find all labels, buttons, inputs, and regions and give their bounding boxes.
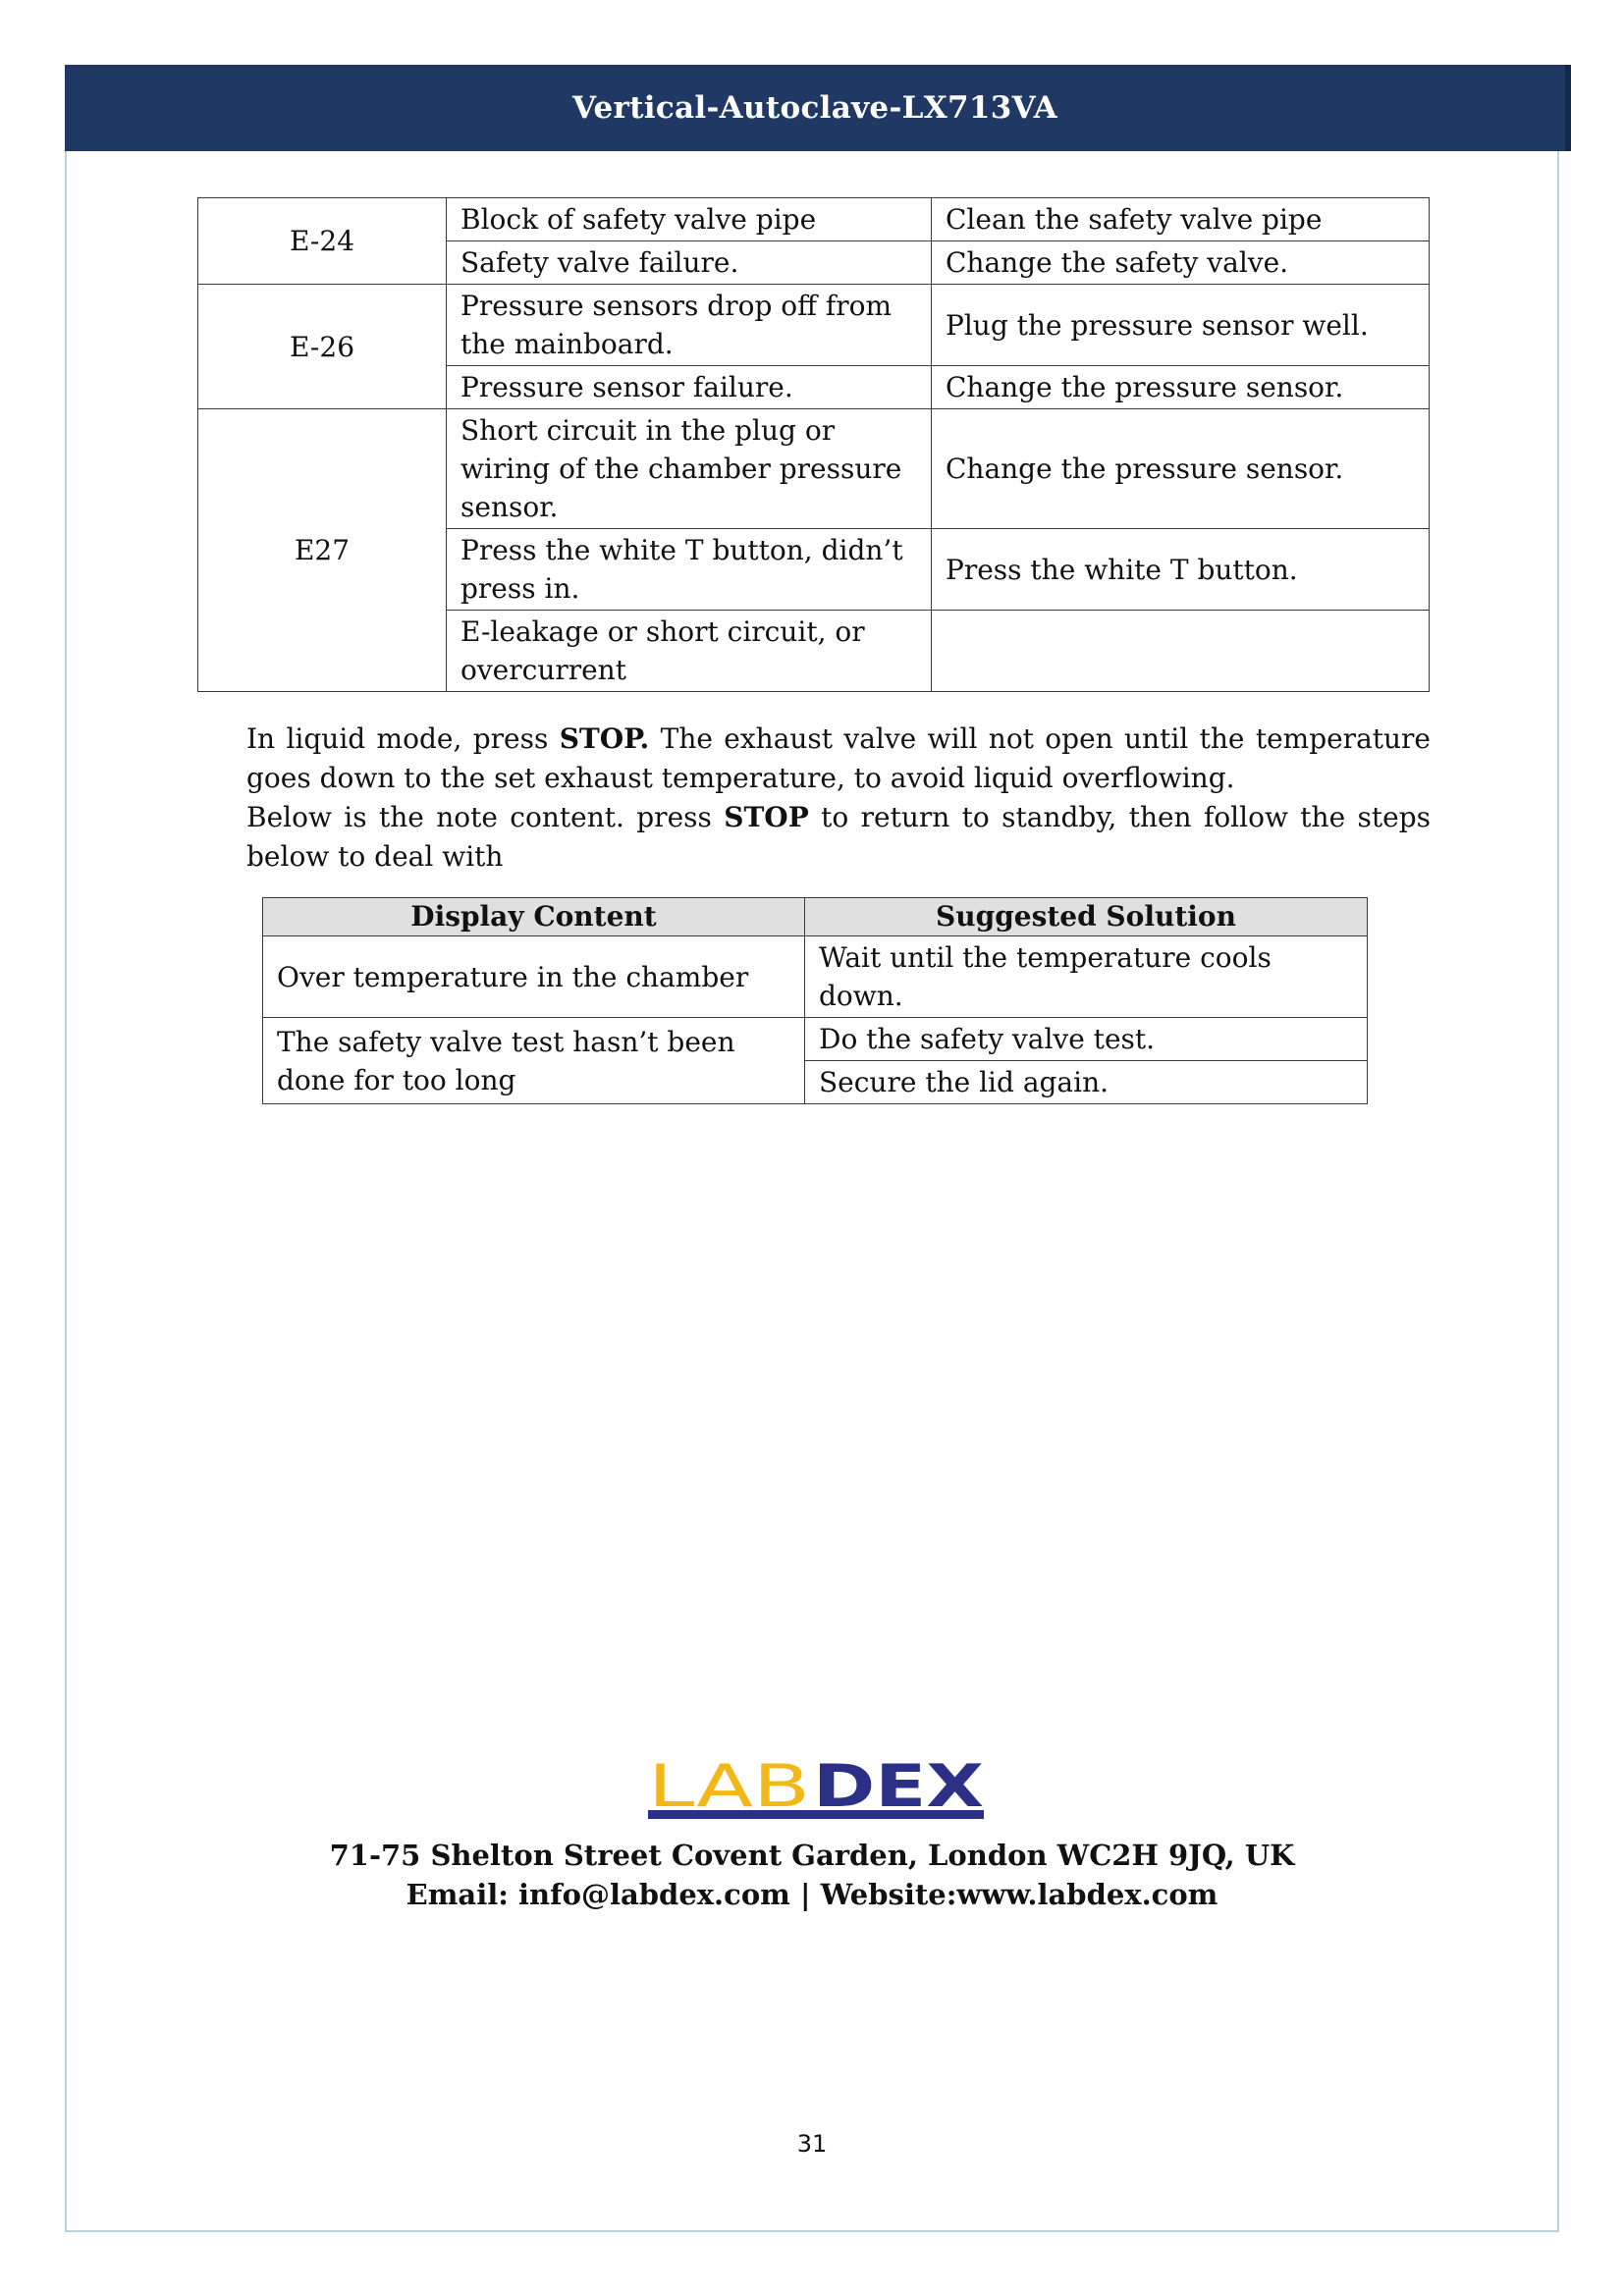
labdex-logo <box>644 1757 988 1826</box>
paragraph-text: The exhaust valve will not open until the temperature goes down to the set exhaust temperature, to avoid liquid overflowing. <box>246 722 1431 794</box>
paragraph-text: to return to standby, then follow the steps below to deal with <box>246 801 1431 873</box>
note-content-table <box>262 897 1368 1104</box>
error-code-cell: E-24 <box>198 198 447 285</box>
header-display-content: Display Content <box>263 898 805 936</box>
table-row <box>198 285 1430 366</box>
cause-cell: Safety valve failure. <box>447 241 932 285</box>
display-content-cell: The safety valve test hasn’t been done for too long <box>263 1018 805 1104</box>
cause-cell: Press the white T button, didn’t press in. <box>447 529 932 611</box>
company-contact: Email: info@labdex.com | Website:www.labdex.com <box>406 1878 1218 1911</box>
cause-cell: Short circuit in the plug or wiring of the chamber pressure sensor. <box>447 409 932 529</box>
stop-keyword: STOP. <box>559 722 650 755</box>
solution-cell: Change the safety valve. <box>932 241 1430 285</box>
solution-cell: Change the pressure sensor. <box>932 409 1430 529</box>
display-content-cell: Over temperature in the chamber <box>263 936 805 1018</box>
solution-cell: Press the white T button. <box>932 529 1430 611</box>
suggested-solution-cell: Secure the lid again. <box>805 1061 1368 1104</box>
solution-cell: Clean the safety valve pipe <box>932 198 1430 241</box>
cause-cell: Pressure sensors drop off from the mainboard. <box>447 285 932 366</box>
note-intro-paragraph <box>246 798 1431 877</box>
error-code-cell: E-26 <box>198 285 447 409</box>
cause-cell: E-leakage or short circuit, or overcurrent <box>447 611 932 692</box>
cause-cell: Pressure sensor failure. <box>447 366 932 409</box>
logo-lab-text: LAB <box>648 1757 810 1821</box>
header-suggested-solution: Suggested Solution <box>805 898 1368 936</box>
stop-keyword: STOP <box>724 801 809 833</box>
document-title: Vertical-Autoclave-LX713VA <box>572 90 1057 126</box>
page-number: 31 <box>796 2130 828 2158</box>
error-code-table <box>197 197 1430 692</box>
header-bar <box>65 65 1571 151</box>
logo-dex-text: DEX <box>813 1757 984 1821</box>
table-row <box>198 409 1430 529</box>
cause-cell: Block of safety valve pipe <box>447 198 932 241</box>
table-row <box>198 198 1430 241</box>
table-row <box>263 1018 1368 1061</box>
error-code-cell: E27 <box>198 409 447 692</box>
company-address: 71-75 Shelton Street Covent Garden, London WC2H 9JQ, UK <box>329 1839 1295 1872</box>
suggested-solution-cell: Wait until the temperature cools down. <box>805 936 1368 1018</box>
table-header-row <box>263 898 1368 936</box>
suggested-solution-cell: Do the safety valve test. <box>805 1018 1368 1061</box>
solution-cell: Plug the pressure sensor well. <box>932 285 1430 366</box>
solution-cell <box>932 611 1430 692</box>
solution-cell: Change the pressure sensor. <box>932 366 1430 409</box>
liquid-mode-paragraph <box>246 720 1431 798</box>
paragraph-text: In liquid mode, press <box>246 722 560 755</box>
table-row <box>263 936 1368 1018</box>
paragraph-text: Below is the note content. press <box>246 801 725 833</box>
